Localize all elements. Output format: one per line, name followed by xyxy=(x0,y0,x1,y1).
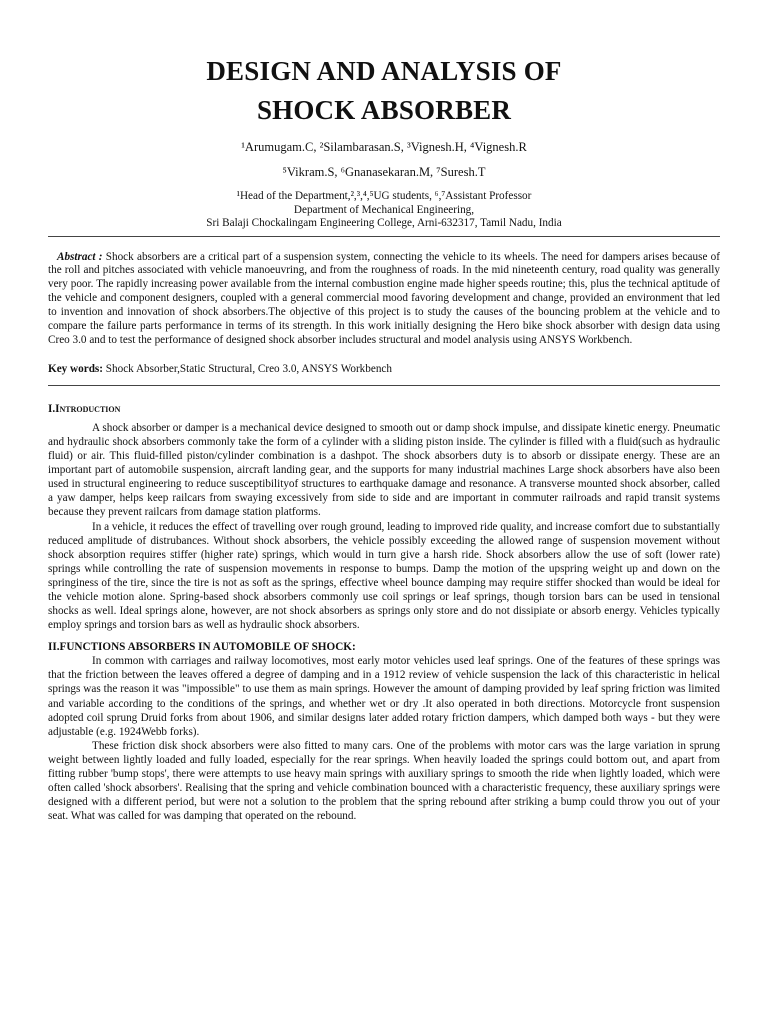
section-1-paragraph-1: A shock absorber or damper is a mechanical device designed to smooth out or damp shock impulse, and dissipate kinetic energy. Pneumatic and hydraulic shock absorbers commonly take the form of a cylinder with a sliding piston inside. The cylinder is filled with a fluid(such as hydraulic fluid) or air. This fluid-filled piston/cylinder combination is a dashpot. The shock absorbers duty is to absorb or dissipate energy. These are an important part of automobile suspension, aircraft landing gear, and the supports for many industrial machines Large shock absorbers have also been used in structural engineering to reduce susceptibilityof structures to earthquake damage and resonance. A transverse mounted shock absorber, called a yaw damper, helps keep railcars from swaying excessively from side to side and are important in commuter railroads and rapid transit systems because they prevent railcars from damage station platforms. xyxy=(48,421,720,519)
title-line-2: SHOCK ABSORBER xyxy=(256,95,512,125)
section-2-body xyxy=(48,654,720,823)
section-1-paragraph-2: In a vehicle, it reduces the effect of travelling over rough ground, leading to improved ride quality, and increase comfort due to substantially reduced amplitude of distrubances. Without shock absorbers, the vehicle possibly exceeding the allowed range of suspension movement without shock absorption requires stiffer (higher rate) springs, which would in turn give a harsh ride. Shock absorbers allow the use of soft (lower rate) springs while controlling the rate of suspension movements in response to bumps. Damp the motion of the upspring weight up and down on the springiness of the tire, since the tire is not as soft as the springs, effective wheel bounce damping may require stiffer shocked than would be ideal for the vehicle motion alone. Spring-based shock absorbers commonly use coil springs or leaf springs, though torsion bars can be used in tensional shocks as well. Ideal springs alone, however, are not shock absorbers as springs only store and do not dissipiate or absorb energy. Vehicles typically employ springs and torsion bars as well as hydraulic shock absorbers. xyxy=(48,520,720,632)
abstract xyxy=(48,251,720,348)
section-2-paragraph-2: These friction disk shock absorbers were also fitted to many cars. One of the problems with motor cars was the large variation in sprung weight between lightly loaded and fully loaded, especially for the rear springs. When heavily loaded the springs could bottom out, and apart from fitting rubber 'bump stops', there were attempts to use heavy main springs with auxiliary springs to smooth the ride when lightly loaded, which were often called 'shock absorbers'. Realising that the spring and vehicle combination bounced with a characteristic frequency, these auxiliary springs were designed with a different period, but were not a solution to the problem that the spring rebound after striking a bump could throw you out of your seat. What was called for was damping that operated on the rebound. xyxy=(48,739,720,823)
keywords xyxy=(48,362,720,376)
section-1-title: Introduction xyxy=(55,402,121,415)
section-2-paragraph-1: In common with carriages and railway locomotives, most early motor vehicles used leaf springs. One of the features of these springs was that the friction between the leaves offered a degree of damping and in a 1912 review of vehicle suspension the lack of this characteristic in helical springs was the reason it was "impossible" to use them as main springs. However the amount of damping provided by leaf spring friction was limited and variable according to the conditions of the springs, and whether wet or dry .It also operated in both directions. Motorcycle front suspension adopted coil sprung Druid forks from about 1906, and similar designs later added rotary friction dampers, which damped both ways - but they were adjustable (e.g. 1924Webb forks). xyxy=(48,655,720,738)
affiliation-block xyxy=(48,190,720,231)
author-list xyxy=(48,140,720,180)
authors-line-1: ¹Arumugam.C, ²Silambarasan.S, ³Vignesh.H, ⁴Vignesh.R xyxy=(241,140,527,154)
authors-line-2: ⁵Vikram.S, ⁶Gnanasekaran.M, ⁷Suresh.T xyxy=(282,165,486,179)
title-line-1: DESIGN AND ANALYSIS OF xyxy=(206,56,562,86)
abstract-text: Shock absorbers are a critical part of a suspension system, connecting the vehicle to its wheels. The need for dampers arises because of the roll and pitches associated with vehicle manoeuvring, and from the roughness of roads. In the mid nineteenth century, road quality was generally very poor. The rapidly increasing power available from the internal combustion engine made higher speeds routine; this, plus the technical aptitude of the vehicle and component designers, coupled with a general commercial mood favoring development and change, provided an environment that led to invention and innovation of shock absorbers.The objective of this project is to study the causes of the bouncing problem at the vehicle and to compare the failure parts performance in terms of its strength. In this work initially designing the Hero bike shock absorber with design data using Creo 3.0 and to test the performance of designed shock absorber includes structural and model analysis using ANSYS Workbench. xyxy=(48,250,721,346)
affiliation-college: Sri Balaji Chockalingam Engineering College, Arni-632317, Tamil Nadu, India xyxy=(206,217,562,229)
section-1-number: I. xyxy=(48,402,56,415)
paper-title xyxy=(48,52,720,130)
keywords-label: Key words: xyxy=(48,362,103,375)
abstract-divider xyxy=(48,385,720,386)
section-2-heading: II.FUNCTIONS ABSORBERS IN AUTOMOBILE OF SHOCK: xyxy=(48,641,356,654)
abstract-label: Abstract : xyxy=(57,250,103,263)
keywords-text: Shock Absorber,Static Structural, Creo 3.0, ANSYS Workbench xyxy=(105,362,392,375)
section-1-body xyxy=(48,421,720,632)
header-divider xyxy=(48,236,720,237)
section-1-heading xyxy=(48,402,720,416)
affiliation-department: Department of Mechanical Engineering, xyxy=(293,203,475,216)
affiliation-roles: ¹Head of the Department,²,³,⁴,⁵UG students, ⁶,⁷Assistant Professor xyxy=(236,190,532,202)
